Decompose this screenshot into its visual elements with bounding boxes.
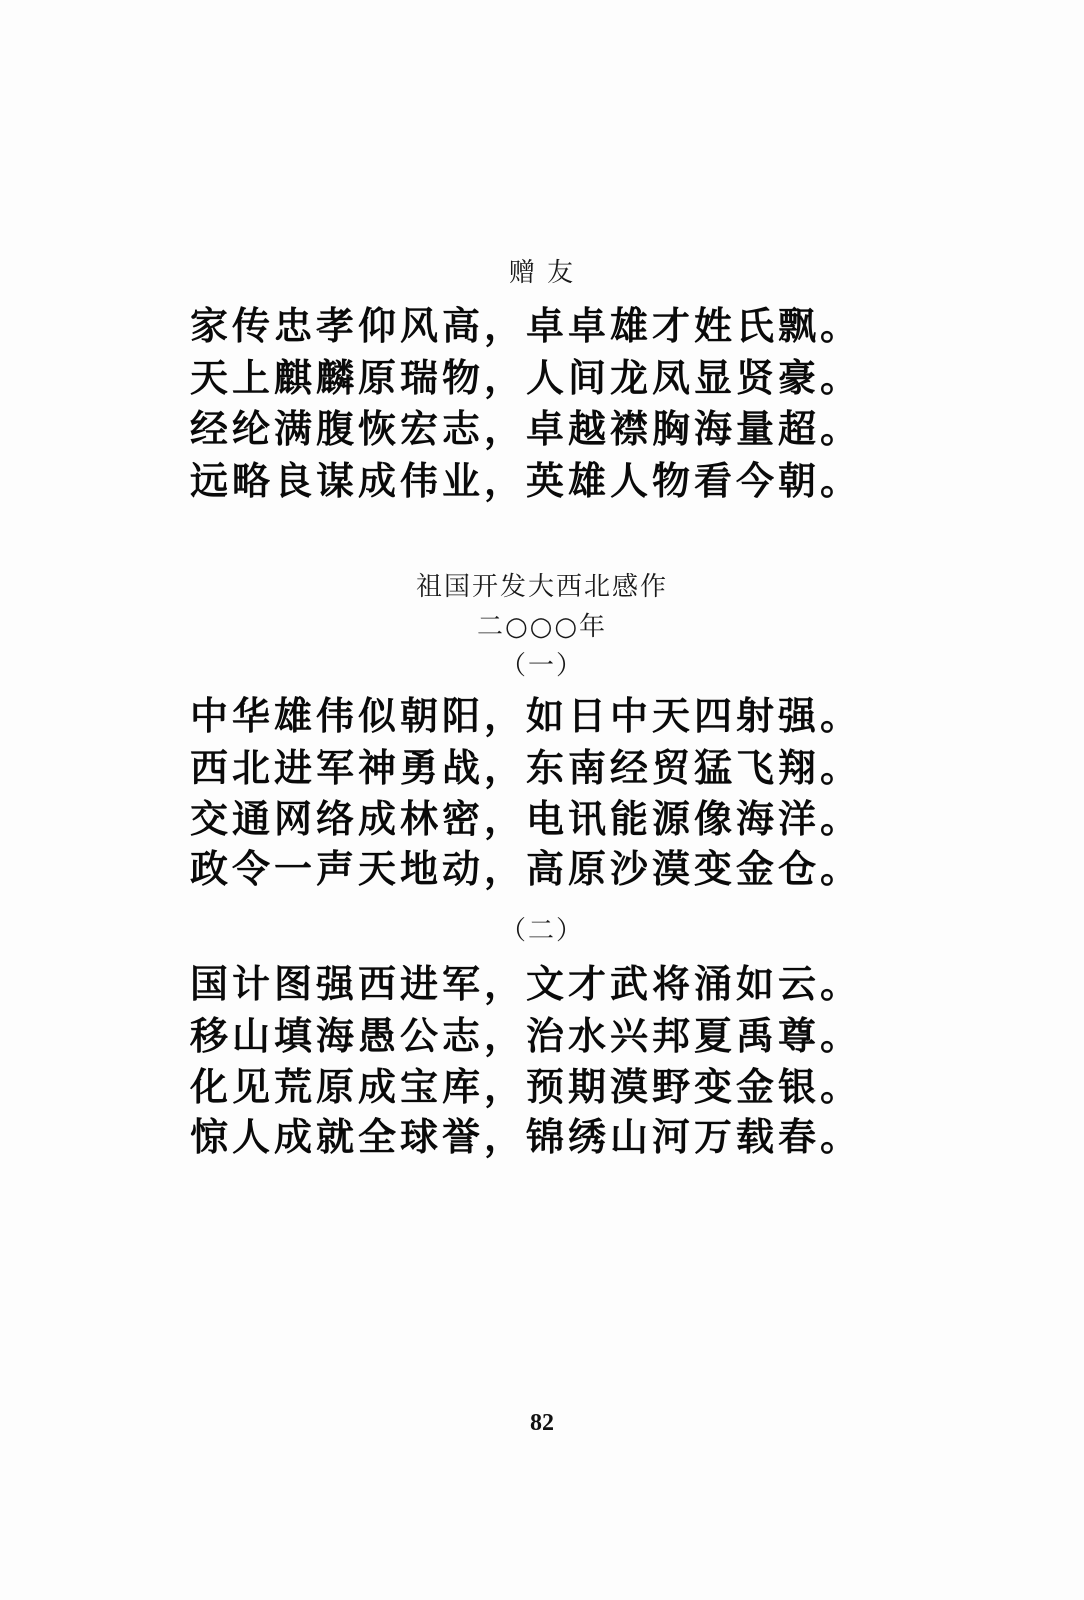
poem2-part1-line-4: 政令一声天地动，高原沙漠变金仓。 xyxy=(190,846,863,891)
poem2-part1-line-3: 交通网络成林密，电讯能源像海洋。 xyxy=(190,796,863,841)
page-number: 82 xyxy=(530,1410,554,1436)
poem2-part2-line-2: 移山填海愚公志，治水兴邦夏禹尊。 xyxy=(190,1013,863,1058)
poem1-line-3: 经纶满腹恢宏志，卓越襟胸海量超。 xyxy=(190,406,863,451)
poem2-year: 二○○○年 xyxy=(476,612,608,642)
poem2-part1-heading: （一） xyxy=(499,651,584,681)
poem2-part1-line-2: 西北进军神勇战，东南经贸猛飞翔。 xyxy=(190,745,863,790)
poem2-part2-line-3: 化见荒原成宝库，预期漠野变金银。 xyxy=(190,1064,863,1109)
poem2-part1-line-1: 中华雄伟似朝阳，如日中天四射强。 xyxy=(190,693,863,738)
poem1-line-4: 远略良谋成伟业，英雄人物看今朝。 xyxy=(190,458,863,503)
poem1-title: 赠 友 xyxy=(508,258,576,288)
poem2-part2-heading: （二） xyxy=(499,916,584,946)
poem2-title: 祖国开发大西北感作 xyxy=(415,572,668,602)
poem2-part2-line-4: 惊人成就全球誉，锦绣山河万载春。 xyxy=(190,1114,863,1159)
poem1-line-2: 天上麒麟原瑞物，人间龙凤显贤豪。 xyxy=(190,355,863,400)
poem1-line-1: 家传忠孝仰风高，卓卓雄才姓氏飘。 xyxy=(190,303,863,348)
poem2-part2-line-1: 国计图强西进军，文才武将涌如云。 xyxy=(190,961,863,1006)
